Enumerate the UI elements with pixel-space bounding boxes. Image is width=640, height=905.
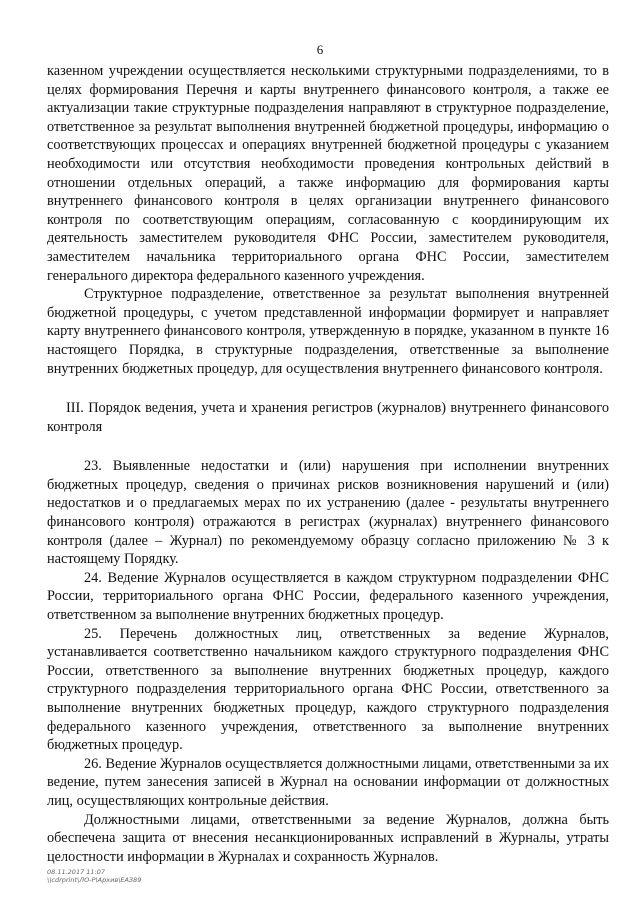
paragraph-structural-unit: Структурное подразделение, ответственное за результат выполнения внутренней бюджетной процедуры, с учетом представленной информации формирует и направляет карту внутреннего финансового контроля, утвержденную в порядке, указанном в пункте 16 настоящего Порядка, в структурные подразделения, ответственные за выполнение внутренних бюджетных процедур, для осуществления внутреннего финансового контроля. — [47, 286, 609, 377]
document-body — [47, 62, 609, 866]
paragraph-item-23: 23. Выявленные недостатки и (или) нарушения при исполнении внутренних бюджетных процедур, сведения о причинах рисков возникновения нарушений и (или) недостатков и о предлагаемых мерах по их устранению (далее - результаты внутреннего финансового контроля) отражаются в регистрах (журналах) внутреннего финансового контроля (далее – Журнал) по рекомендуемому образцу согласно приложению № 3 к настоящему Порядку. — [47, 458, 609, 568]
paragraph-item-26: 26. Ведение Журналов осуществляется должностными лицами, ответственными за их ведение, путем занесения записей в Журнал на основании информации от должностных лиц, осуществляющих контрольные действия. — [47, 755, 609, 809]
print-footer — [47, 868, 141, 884]
paragraph-protection: Должностными лицами, ответственными за ведение Журналов, должна быть обеспечена защита от внесения несанкционированных исправлений в Журналы, утраты целостности информации в Журналах и сохранность Журналов. — [47, 811, 609, 865]
paragraph-continuation: казенном учреждении осуществляется несколькими структурными подразделениями, то в целях формирования Перечня и карты внутреннего финансового контроля, а также ее актуализации такие структурные подразделения направляют в структурное подразделение, ответственное за результат выполнения внутренней бюджетной процедуры, информацию о соответствующих процессах и операциях внутренней бюджетной процедуры с указанием необходимости или отсутствия необходимости проведения контрольных действий в отношении отдельных операций, а также информацию для формирования карты внутреннего финансового контроля в целях организации внутреннего финансового контроля по соответствующим операциям, согласованную с координирующим их деятельность заместителем руководителя ФНС России, заместителем руководителя, заместителем начальника территориального органа ФНС России, заместителем генерального директора федерального казенного учреждения. — [47, 63, 609, 284]
footer-file-path: \\cdrprint\ЛО-Р\Архив\ЕАЗ89 — [47, 876, 142, 884]
section-heading: III. Порядок ведения, учета и хранения регистров (журналов) внутреннего финансового контроля — [47, 400, 609, 435]
footer-timestamp: 08.11.2017 11:07 — [47, 868, 106, 876]
paragraph-item-24: 24. Ведение Журналов осуществляется в каждом структурном подразделении ФНС России, территориального органа ФНС России, федерального казенного учреждения, ответственном за выполнение внутренних бюджетных процедур. — [47, 569, 609, 624]
page-number: 6 — [316, 42, 324, 57]
paragraph-item-25: 25. Перечень должностных лиц, ответственных за ведение Журналов, устанавливается соответственно начальником каждого структурного подразделения ФНС России, ответственного за выполнение внутренних бюджетных процедур, каждого структурного подразделения территориального органа ФНС России, ответственного за выполнение внутренних бюджетных процедур, каждого структурного подразделения федерального казенного учреждения, ответственного за выполнение внутренних бюджетных процедур. — [47, 625, 609, 754]
